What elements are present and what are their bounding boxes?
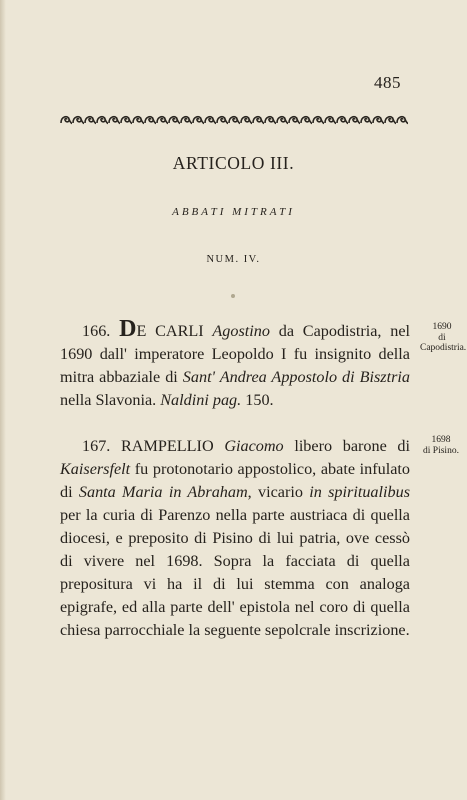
source-citation: Naldini pag.: [160, 391, 242, 409]
entry-number: 167.: [82, 437, 111, 455]
surname: RAMPELLIO: [121, 437, 214, 455]
given-name: Giacomo: [224, 437, 284, 455]
latin-phrase: in spiritualibus: [309, 483, 410, 501]
church-name: Santa Maria in Abraham: [78, 483, 248, 501]
margin-note-166: [420, 322, 467, 354]
title-place: Kaisersfelt: [60, 460, 131, 478]
entry-number: 166.: [82, 322, 111, 340]
entry-166: [60, 316, 411, 412]
drop-capital: D: [119, 316, 137, 342]
entry-text: libero barone di: [283, 437, 411, 455]
source-page: 150.: [241, 391, 274, 409]
entry-167: [60, 435, 410, 642]
entry-text: , vicario: [247, 483, 310, 501]
article-title: ARTICOLO III.: [172, 153, 295, 173]
margin-note-167: [418, 435, 464, 456]
entry-text: fu protonotario appostolico, abate infulato di: [60, 460, 410, 501]
surname: E CARLI: [136, 322, 204, 340]
page-number: 485: [374, 73, 401, 92]
margin-year: 1698: [431, 435, 451, 445]
entry-text: nella Slavonia.: [60, 391, 161, 409]
entry-text: da Capodistria, nel 1690 dall' imperatore Leopoldo I fu insignito della mitra abbaziale di: [60, 322, 411, 386]
entry-167-paragraph: [60, 435, 410, 642]
margin-year: 1690: [432, 322, 452, 332]
entry-text: per la curia di Parenzo nella parte austriaca di quella diocesi, e preposito di Pisino di lui patria, ove cessò di vivere nel 1698. Sopra la facciata di quella prepositura vi ha il di lui stemma con analoga epigrafe, ed alla parte dell' epistola nel coro di quella chiesa parrocchiale la seguente sepolcrale inscrizione.: [60, 506, 410, 639]
entry-166-paragraph: [60, 316, 411, 412]
printers-dot: [231, 294, 235, 298]
page-edge-shadow: [0, 0, 6, 800]
section-title: ABBATI MITRATI: [172, 206, 295, 218]
ornamental-rule: [60, 113, 408, 127]
margin-place: di Capodistria.: [420, 332, 467, 353]
margin-place: di Pisino.: [423, 445, 459, 456]
given-name: Agostino: [212, 322, 270, 340]
num-label: NUM. IV.: [206, 254, 261, 265]
abbey-name: Sant' Andrea Appostolo di Bisztria: [182, 368, 410, 386]
